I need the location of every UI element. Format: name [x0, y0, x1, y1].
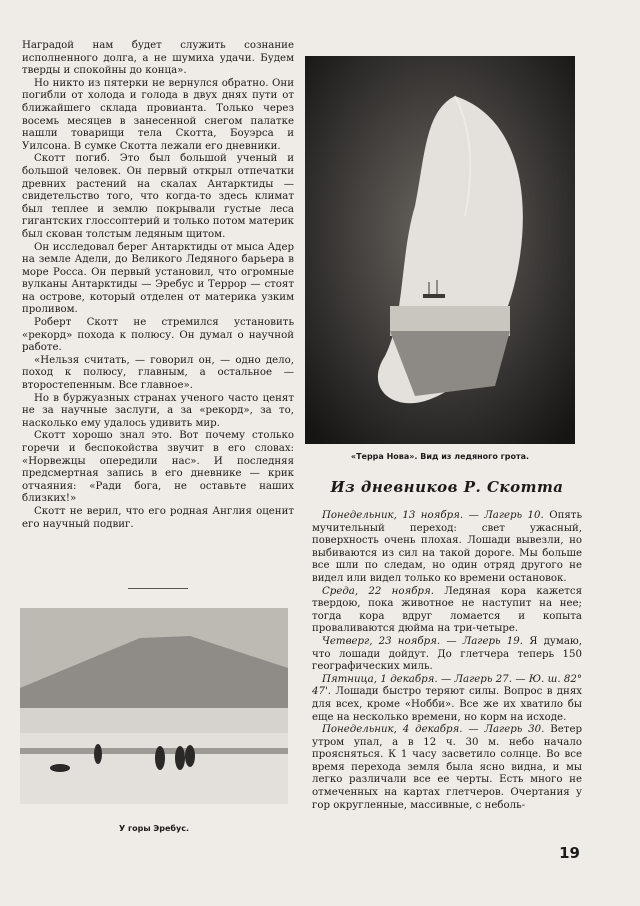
- paragraph: Скотт погиб. Это был большой ученый и большой человек. Он первый открыл отпечатки древних растений на скалах Антарктиды — свидетельство того, что когда-то здесь климат был теплее и землю покрывали густые леса гигантских глоссоптерий и только потом материк был скован толстым ледяным щитом.: [22, 153, 294, 240]
- ice-grotto-photo: [305, 56, 575, 444]
- entry-text: Ледяная кора кажется твердою, пока животное не наступит на нее; тогда кора вдруг ломается и копыта проваливаются дюйма на три-четыре.: [312, 585, 582, 635]
- entry-date: Понедельник, 4 декабря. — Лагерь 30.: [322, 724, 545, 736]
- divider-rule: [128, 588, 188, 589]
- paragraph: Скотт не верил, что его родная Англия оценит его научный подвиг.: [22, 505, 294, 530]
- paragraph: Наградой нам будет служить сознание исполненного долга, а не шумиха удачи. Будем тверды и спокойны до конца».: [22, 40, 294, 77]
- entry-text: Ветер утром упал, а в 12 ч. 30 м. небо начало проясняться. К 1 часу засветило солнце. Во все время перехода земля была ясно видна, и мы легко различали все ее черты. Есть много не отмеченных на картах глетчеров. Очертания у гор округленные, массивные, с неболь-: [312, 724, 582, 811]
- diary-column: [312, 510, 582, 812]
- entry-text: Лошади быстро теряют силы. Вопрос в днях для всех, кроме «Нобби». Все же их хватило бы еще на несколько времени, но корм на исходе.: [312, 686, 582, 723]
- paragraph: Скотт хорошо знал это. Вот почему столько горечи и беспокойства звучит в его словах: «Норвежцы опередили нас». И последняя предсмертная запись в его дневнике — крик отчаяния: «Ради бога, не оставьте наших близких!»: [22, 430, 294, 505]
- diary-entry: [312, 674, 582, 724]
- entry-date: Среда, 22 ноября.: [322, 585, 434, 597]
- page-number: 19: [559, 844, 580, 862]
- diary-entry: [312, 636, 582, 674]
- diary-entry: [312, 724, 582, 812]
- entry-text: Я думаю, что лошади дойдут. До глетчера теперь 150 географических миль.: [312, 635, 582, 673]
- paragraph: Но в буржуазных странах ученого часто ценят не за научные заслуги, а за «рекорд», за то, насколько ему удалось удивить мир.: [22, 392, 294, 429]
- top-photo-caption: «Терра Нова». Вид из ледяного грота.: [350, 452, 530, 461]
- bottom-photo-caption: У горы Эребус.: [119, 824, 189, 833]
- paragraph: Он исследовал берег Антарктиды от мыса Адер на земле Адели, до Великого Ледяного барьера в море Росса. Он первый установил, что огромные вулканы Антарктиды — Эребус и Террор — стоят на острове, который отделен от материка узким проливом.: [22, 241, 294, 316]
- left-text-column: [22, 40, 294, 531]
- paragraph: Роберт Скотт не стремился установить «рекорд» похода к полюсу. Он думал о научной работе.: [22, 317, 294, 354]
- mount-erebus-photo: [20, 608, 288, 804]
- entry-date: Понедельник, 13 ноября. — Лагерь 10.: [322, 510, 544, 521]
- entry-text: Опять мучительный переход: свет ужасный, поверхность очень плохая. Лошади вывезли, но выбиваются из сил на такой дороге. Мы больше все шли по следам, но один отряд другого не видел или видел только ко времени остановок.: [312, 510, 582, 584]
- diary-entry: [312, 510, 582, 586]
- paragraph: Но никто из пятерки не вернулся обратно. Они погибли от холода и голода в двух днях пути от ближайшего склада провианта. Только через восемь месяцев в занесенной снегом палатке нашли товарищи тела Скотта, Боуэрса и Уилсона. В сумке Скотта лежали его дневники.: [22, 77, 294, 152]
- entry-date: Пятница, 1 декабря. — Лагерь 27. — Ю. ш. 82° 47'.: [312, 673, 582, 698]
- diary-heading: Из дневников Р. Скотта: [330, 478, 564, 496]
- diary-entry: [312, 586, 582, 636]
- entry-date: Четверг, 23 ноября. — Лагерь 19.: [322, 635, 523, 647]
- paragraph: «Нельзя считать, — говорил он, — одно дело, поход к полюсу, главным, а остальное — второстепенным. Все главное».: [22, 354, 294, 392]
